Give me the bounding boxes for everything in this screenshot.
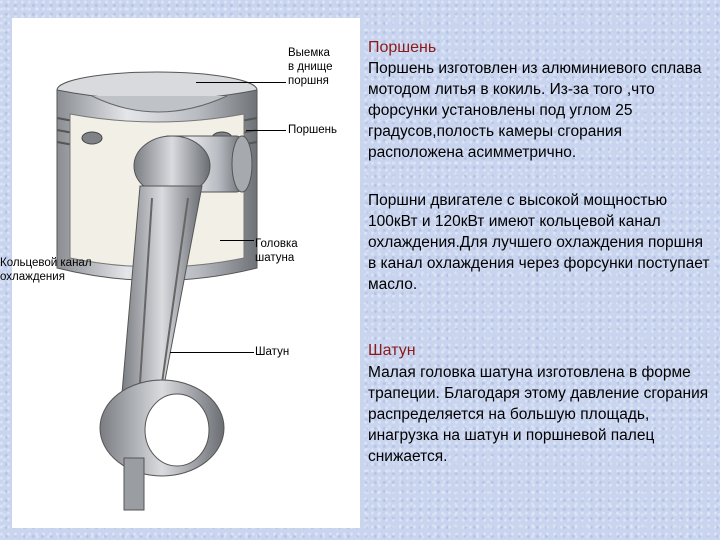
heading-connecting-rod: Шатун bbox=[368, 342, 416, 359]
label-rod: Шатун bbox=[255, 346, 290, 358]
callout-line-piston bbox=[246, 130, 286, 131]
callout-line-rod bbox=[170, 352, 254, 353]
label-piston-crown-recess: Выемка в днище поршня bbox=[288, 47, 333, 87]
label-piston: Поршень bbox=[288, 124, 338, 136]
label-cooling-channel: Кольцевой канал охлаждения bbox=[0, 257, 92, 283]
label-rod-head: Головка шатуна bbox=[255, 238, 298, 264]
paragraph-connecting-rod: Малая головка шатуна изготовлена в форме трапеции. Благодаря этому давление сгорания распределяется на большую площадь, инагрузка на шатун и поршневой палец снижается. bbox=[368, 364, 709, 465]
callout-line-recess bbox=[196, 82, 286, 83]
paragraph-piston-cooling: Поршни двигателе с высокой мощностью 100кВт и 120кВт имеют кольцевой канал охлаждения.Для лучшего охлаждения поршня в канал охлаждения через форсунки поступает масло. bbox=[368, 192, 710, 293]
paragraph-piston-material: Поршень изготовлен из алюминиевого сплава мотодом литья в кокиль. Из-за того ,что форсунки установлены под углом 25 градусов,полость камеры сгорания расположена асимметрично. bbox=[368, 60, 702, 161]
heading-piston: Поршень bbox=[368, 39, 437, 56]
callout-line-rod-head bbox=[220, 240, 254, 241]
